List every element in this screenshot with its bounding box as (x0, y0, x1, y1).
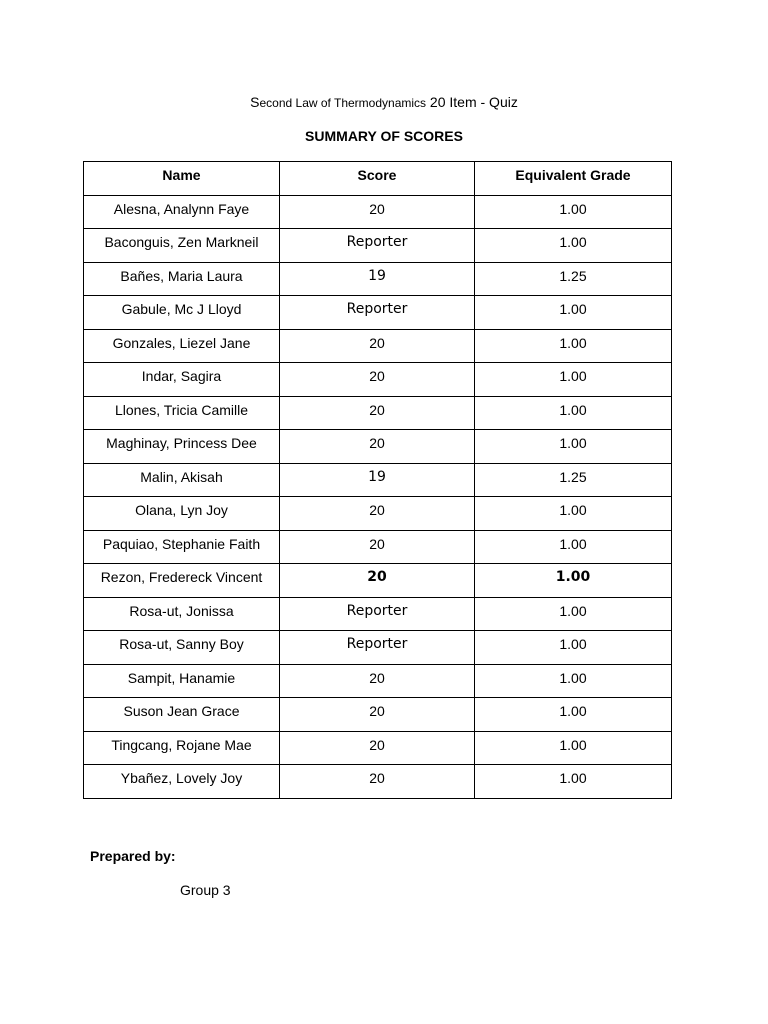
cell-score: 20 (280, 664, 475, 698)
cell-score: 20 (280, 195, 475, 229)
cell-grade: 1.00 (475, 363, 672, 397)
table-row (84, 664, 672, 698)
document-subtitle: SUMMARY OF SCORES (305, 128, 463, 144)
cell-grade: 1.00 (475, 296, 672, 330)
cell-grade: 1.00 (475, 195, 672, 229)
table-row (84, 497, 672, 531)
table-row (84, 229, 672, 263)
cell-score: 19 (280, 463, 475, 497)
cell-grade: 1.00 (475, 765, 672, 799)
cell-score: Reporter (280, 597, 475, 631)
cell-name: Gabule, Mc J Lloyd (84, 296, 280, 330)
cell-score: 20 (280, 731, 475, 765)
scores-table (83, 161, 672, 799)
cell-grade: 1.00 (475, 396, 672, 430)
cell-score: Reporter (280, 229, 475, 263)
header-score: Score (280, 162, 475, 196)
header-name: Name (84, 162, 280, 196)
table-row (84, 765, 672, 799)
title-small: econd Law of Thermodynamics (259, 96, 427, 110)
cell-name: Llones, Tricia Camille (84, 396, 280, 430)
cell-grade: 1.00 (475, 731, 672, 765)
cell-score: 20 (280, 530, 475, 564)
cell-score: 20 (280, 497, 475, 531)
title-rest: 20 Item - Quiz (426, 94, 518, 110)
cell-score: Reporter (280, 296, 475, 330)
cell-grade: 1.00 (475, 664, 672, 698)
cell-score: Reporter (280, 631, 475, 665)
cell-score: 20 (280, 765, 475, 799)
table-row (84, 262, 672, 296)
cell-name: Baconguis, Zen Markneil (84, 229, 280, 263)
cell-name: Tingcang, Rojane Mae (84, 731, 280, 765)
table-row (84, 396, 672, 430)
cell-grade: 1.00 (475, 564, 672, 598)
cell-score: 20 (280, 329, 475, 363)
prepared-by-label: Prepared by: (90, 848, 176, 864)
table-row (84, 597, 672, 631)
cell-score: 20 (280, 363, 475, 397)
cell-grade: 1.00 (475, 530, 672, 564)
cell-grade: 1.25 (475, 463, 672, 497)
cell-grade: 1.00 (475, 329, 672, 363)
cell-grade: 1.00 (475, 631, 672, 665)
table-row (84, 731, 672, 765)
cell-grade: 1.25 (475, 262, 672, 296)
cell-grade: 1.00 (475, 430, 672, 464)
document-title (0, 92, 768, 113)
cell-name: Indar, Sagira (84, 363, 280, 397)
cell-grade: 1.00 (475, 229, 672, 263)
cell-name: Rosa-ut, Jonissa (84, 597, 280, 631)
cell-name: Suson Jean Grace (84, 698, 280, 732)
cell-score: 20 (280, 396, 475, 430)
cell-score: 19 (280, 262, 475, 296)
table-header-row (84, 162, 672, 196)
table-row (84, 631, 672, 665)
cell-grade: 1.00 (475, 698, 672, 732)
cell-name: Malin, Akisah (84, 463, 280, 497)
cell-name: Rezon, Fredereck Vincent (84, 564, 280, 598)
title-lead: S (250, 94, 260, 110)
cell-name: Maghinay, Princess Dee (84, 430, 280, 464)
cell-name: Sampit, Hanamie (84, 664, 280, 698)
cell-score: 20 (280, 430, 475, 464)
cell-score: 20 (280, 564, 475, 598)
table-row (84, 463, 672, 497)
prepared-by-name: Group 3 (180, 882, 231, 898)
cell-name: Alesna, Analynn Faye (84, 195, 280, 229)
cell-name: Paquiao, Stephanie Faith (84, 530, 280, 564)
table-row (84, 430, 672, 464)
cell-score: 20 (280, 698, 475, 732)
cell-name: Gonzales, Liezel Jane (84, 329, 280, 363)
table-row (84, 564, 672, 598)
cell-grade: 1.00 (475, 597, 672, 631)
table-row (84, 329, 672, 363)
table-row (84, 296, 672, 330)
cell-name: Rosa-ut, Sanny Boy (84, 631, 280, 665)
cell-name: Ybañez, Lovely Joy (84, 765, 280, 799)
table-row (84, 195, 672, 229)
cell-name: Olana, Lyn Joy (84, 497, 280, 531)
table-row (84, 363, 672, 397)
header-grade: Equivalent Grade (475, 162, 672, 196)
cell-name: Bañes, Maria Laura (84, 262, 280, 296)
cell-grade: 1.00 (475, 497, 672, 531)
table-row (84, 530, 672, 564)
table-row (84, 698, 672, 732)
